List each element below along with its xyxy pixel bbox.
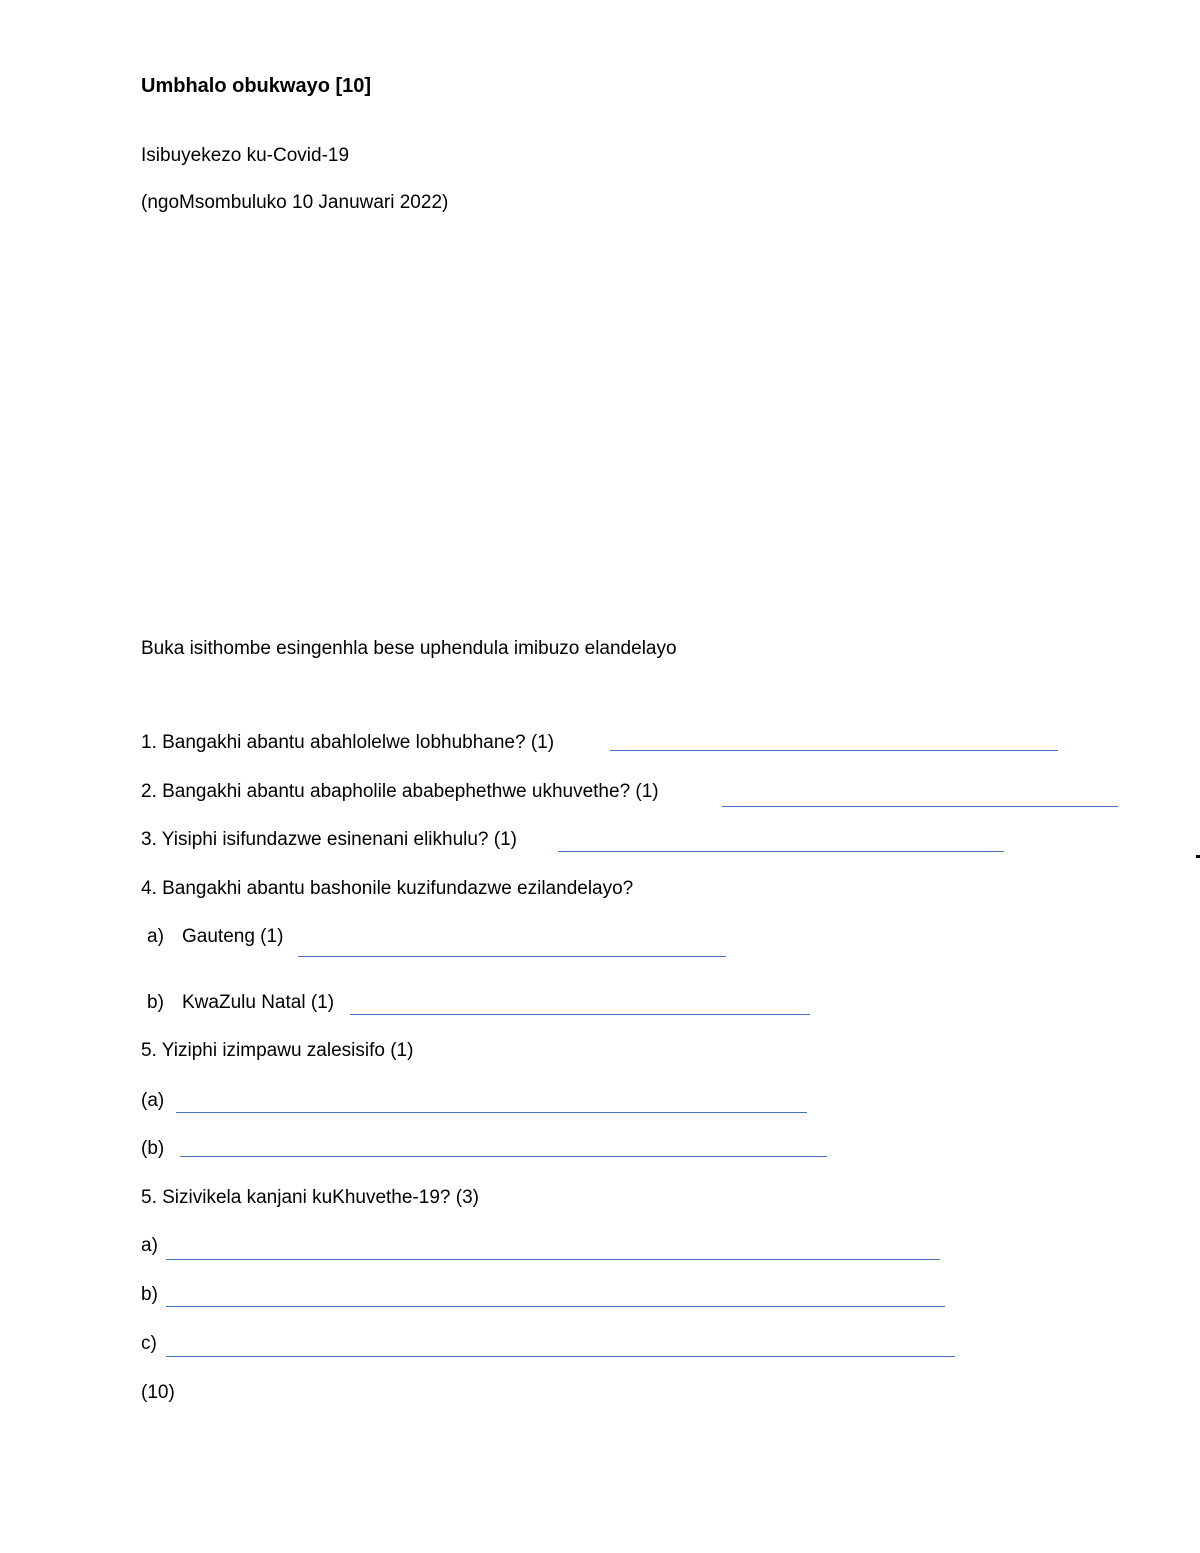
answer-line-q6b[interactable]	[166, 1306, 945, 1307]
q4-item-b-text: KwaZulu Natal (1)	[182, 992, 335, 1013]
question-3: 3. Yisiphi isifundazwe esinenani elikhulu? (1)	[141, 829, 518, 850]
question-5: 5. Yiziphi izimpawu zalesisifo (1)	[141, 1040, 414, 1061]
instruction-text: Buka isithombe esingenhla bese uphendula imibuzo elandelayo	[141, 638, 677, 659]
answer-line-q2[interactable]	[722, 806, 1118, 807]
q4-item-a-marker: a)	[147, 926, 164, 947]
answer-line-q6c[interactable]	[166, 1356, 955, 1357]
margin-mark	[1196, 855, 1200, 858]
q4-item-a-text: Gauteng (1)	[182, 926, 284, 947]
document-date: (ngoMsombuluko 10 Januwari 2022)	[141, 192, 449, 213]
q5-item-a-marker: (a)	[141, 1090, 165, 1111]
document-subtitle: Isibuyekezo ku-Covid-19	[141, 145, 350, 166]
answer-line-q5a[interactable]	[176, 1112, 807, 1113]
question-1: 1. Bangakhi abantu abahlolelwe lobhubhane? (1)	[141, 732, 555, 753]
total-marks: (10)	[141, 1382, 175, 1403]
question-6: 5. Sizivikela kanjani kuKhuvethe-19? (3)	[141, 1187, 479, 1208]
answer-line-q4b[interactable]	[350, 1014, 810, 1015]
q4-item-b-marker: b)	[147, 992, 164, 1013]
question-2: 2. Bangakhi abantu abapholile ababephethwe ukhuvethe? (1)	[141, 781, 659, 802]
q5-item-b-marker: (b)	[141, 1138, 165, 1159]
q6-item-a-marker: a)	[141, 1235, 158, 1256]
answer-line-q4a[interactable]	[298, 956, 726, 957]
q6-item-b-marker: b)	[141, 1284, 158, 1305]
answer-line-q3[interactable]	[558, 851, 1004, 852]
answer-line-q5b[interactable]	[180, 1156, 827, 1157]
answer-line-q1[interactable]	[610, 750, 1058, 751]
document-title: Umbhalo obukwayo [10]	[141, 75, 372, 97]
q6-item-c-marker: c)	[141, 1333, 157, 1354]
question-4: 4. Bangakhi abantu bashonile kuzifundazwe ezilandelayo?	[141, 878, 634, 899]
answer-line-q6a[interactable]	[166, 1259, 940, 1260]
